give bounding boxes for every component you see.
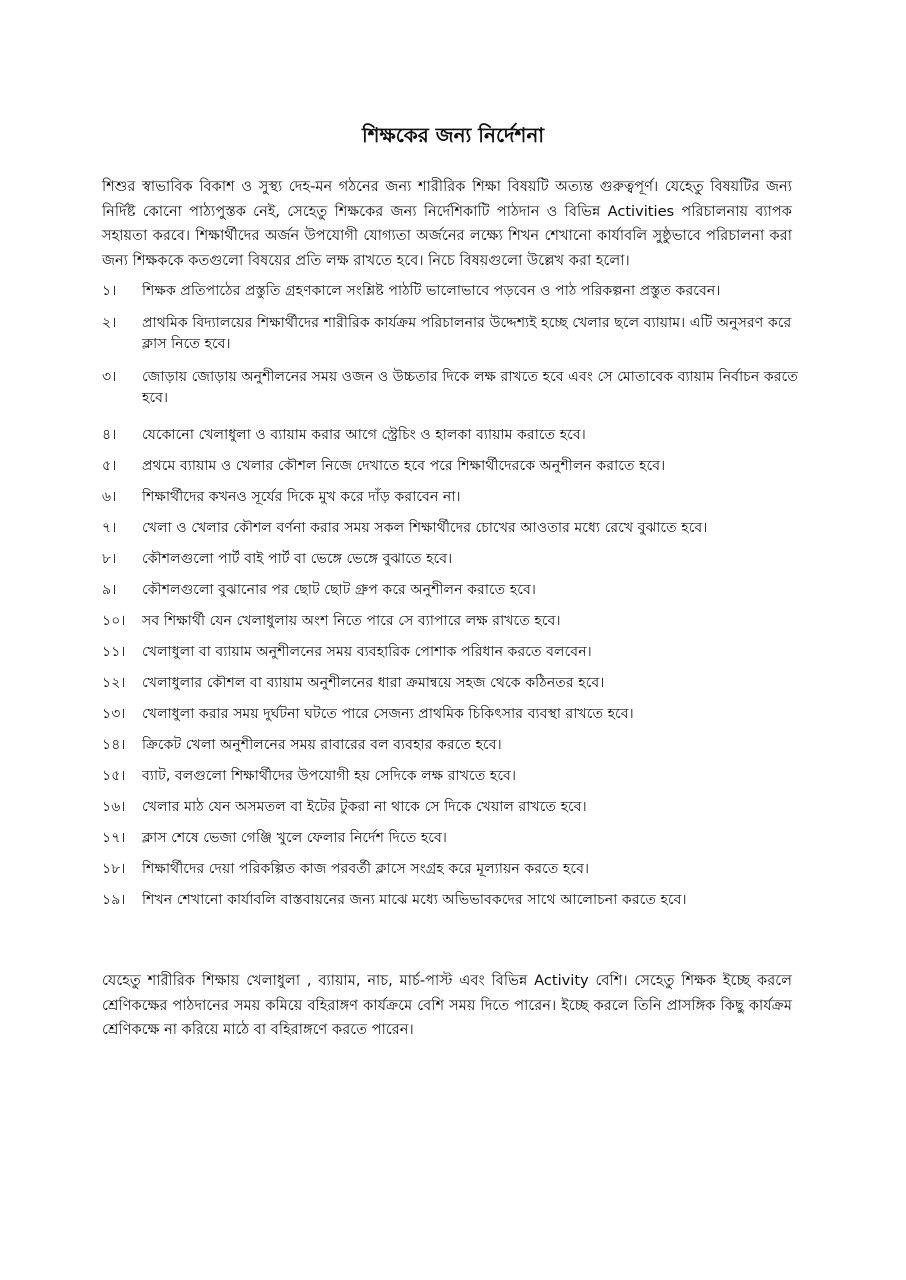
list-item xyxy=(102,518,802,549)
item-text: ক্রিকেট খেলা অনুশীলনের সময় রাবারের বল ব্যবহার করতে হবে। xyxy=(142,737,502,753)
item-text: শিখন শেখানো কার্যাবলি বাস্তবায়নের জন্য মাঝে মধ্যে অভিভাবকদের সাথে আলোচনা করতে হবে। xyxy=(142,892,687,908)
list-item xyxy=(102,828,802,859)
item-number: ৪। xyxy=(102,427,117,443)
item-number: ১৮। xyxy=(102,861,126,877)
list-item xyxy=(102,281,802,313)
item-number: ১৬। xyxy=(102,799,126,815)
item-text: কৌশলগুলো পার্ট বাই পার্ট বা ভেঙ্গে ভেঙ্গে বুঝাতে হবে। xyxy=(142,551,453,567)
item-text: প্রাথমিক বিদ্যালয়ের শিক্ষার্থীদের শারীরিক কার্যক্রম পরিচালনার উদ্দেশ্যই হচ্ছে খেলার ছলে ব্যায়াম। এটি অনুসরণ করে ক্লাস নিতে হবে। xyxy=(142,315,792,352)
list-item xyxy=(102,611,802,642)
item-text: খেলার মাঠ যেন অসমতল বা ইটের টুকরা না থাকে সে দিকে খেয়াল রাখতে হবে। xyxy=(142,799,587,815)
list-item xyxy=(102,673,802,704)
list-item xyxy=(102,367,802,425)
list-item xyxy=(102,766,802,797)
item-number: ১২। xyxy=(102,675,126,691)
item-text: খেলাধুলার কৌশল বা ব্যায়াম অনুশীলনের ধারা ক্রমান্বয়ে সহজ থেকে কঠিনতর হবে। xyxy=(142,675,605,691)
item-number: ১৯। xyxy=(102,892,126,908)
item-number: ১৪। xyxy=(102,737,126,753)
item-number: ৭। xyxy=(102,520,117,536)
item-text: ব্যাট, বলগুলো শিক্ষার্থীদের উপযোগী হয় সেদিকে লক্ষ রাখতে হবে। xyxy=(142,768,517,784)
list-item xyxy=(102,425,802,456)
list-item xyxy=(102,456,802,487)
list-item xyxy=(102,735,802,766)
item-number: ৮। xyxy=(102,551,117,567)
item-number: ১৭। xyxy=(102,830,126,846)
list-item xyxy=(102,797,802,828)
item-text: প্রথমে ব্যায়াম ও খেলার কৌশল নিজে দেখাতে হবে পরে শিক্ষার্থীদেরকে অনুশীলন করাতে হবে। xyxy=(142,458,666,474)
item-text: খেলাধুলা বা ব্যায়াম অনুশীলনের সময় ব্যবহারিক পোশাক পরিধান করতে বলবেন। xyxy=(142,644,592,660)
item-number: ১০। xyxy=(102,613,126,629)
item-text: জোড়ায় জোড়ায় অনুশীলনের সময় ওজন ও উচ্চতার দিকে লক্ষ রাখতে হবে এবং সে মোতাবেক ব্যায়াম নির্বাচন করতে হবে। xyxy=(142,369,798,406)
list-item xyxy=(102,859,802,890)
page-title: শিক্ষকের জন্য নির্দেশনা xyxy=(361,123,545,147)
list-item xyxy=(102,890,802,921)
item-number: ১৫। xyxy=(102,768,126,784)
item-number: ৯। xyxy=(102,582,117,598)
item-text: খেলা ও খেলার কৌশল বর্ণনা করার সময় সকল শিক্ষার্থীদের চোখের আওতার মধ্যে রেখে বুঝাতে হবে। xyxy=(142,520,708,536)
item-number: ১। xyxy=(102,283,117,299)
item-number: ৩। xyxy=(102,369,117,385)
list-item xyxy=(102,580,802,611)
list-item xyxy=(102,313,802,367)
item-text: কৌশলগুলো বুঝানোর পর ছোট ছোট গ্রুপ করে অনুশীলন করাতে হবে। xyxy=(142,582,536,598)
list-item xyxy=(102,549,802,580)
item-text: যেকোনো খেলাধুলা ও ব্যায়াম করার আগে স্ট্রেচিং ও হালকা ব্যায়াম করাতে হবে। xyxy=(142,427,586,443)
closing-paragraph: যেহেতু শারীরিক শিক্ষায় খেলাধুলা , ব্যায়াম, নাচ, মার্চ-পাস্ট এবং বিভিন্ন Activity বেশি। সেহেতু শিক্ষক ইচ্ছে করলে শ্রেণিকক্ষের পাঠদানের সময় কমিয়ে বহিরাঙ্গণ কার্যক্রমে বেশি সময় দিতে পারেন। ইচ্ছে করলে তিনি প্রাসঙ্গিক কিছু কার্যক্রম শ্রেণিকক্ষে না করিয়ে মাঠে বা বহিরাঙ্গণে করতে পারেন। xyxy=(102,972,792,1038)
list-item xyxy=(102,642,802,673)
item-number: ১১। xyxy=(102,644,126,660)
item-number: ২। xyxy=(102,315,117,331)
item-number: ১৩। xyxy=(102,706,126,722)
item-text: শিক্ষার্থীদের কখনও সূর্যের দিকে মুখ করে দাঁড় করাবেন না। xyxy=(142,489,461,505)
list-item xyxy=(102,487,802,518)
intro-paragraph: শিশুর স্বাভাবিক বিকাশ ও সুস্থ্য দেহ-মন গঠনের জন্য শারীরিক শিক্ষা বিষয়টি অত্যন্ত গুরুত্বপূর্ণ। যেহেতু বিষয়টির জন্য নির্দিষ্ট কোনো পাঠ্যপুস্তক নেই, সেহেতু শিক্ষকের জন্য নির্দেশিকাটি পাঠদান ও বিভিন্ন Activities পরিচালনায় ব্যাপক সহায়তা করবে। শিক্ষার্থীদের অর্জন উপযোগী যোগ্যতা অর্জনের লক্ষ্যে শিখন শেখানো কার্যাবলি সুষ্ঠুভাবে পরিচালনা করা জন্য শিক্ষককে কতগুলো বিষয়ের প্রতি লক্ষ রাখতে হবে। নিচে বিষয়গুলো উল্লেখ করা হলো। xyxy=(102,178,792,269)
item-text: শিক্ষার্থীদের দেয়া পরিকল্পিত কাজ পরবর্তী ক্লাসে সংগ্রহ করে মূল্যায়ন করতে হবে। xyxy=(142,861,590,877)
list-item xyxy=(102,704,802,735)
item-number: ৬। xyxy=(102,489,117,505)
item-text: সব শিক্ষার্থী যেন খেলাধুলায় অংশ নিতে পারে সে ব্যাপারে লক্ষ রাখতে হবে। xyxy=(142,613,561,629)
item-text: শিক্ষক প্রতিপাঠের প্রস্তুতি গ্রহণকালে সংশ্লিষ্ট পাঠটি ভালোভাবে পড়বেন ও পাঠ পরিকল্পনা প্রস্তুত করবেন। xyxy=(142,283,721,299)
item-text: ক্লাস শেষে ভেজা গেঞ্জি খুলে ফেলার নির্দেশ দিতে হবে। xyxy=(142,830,447,846)
item-text: খেলাধুলা করার সময় দুর্ঘটনা ঘটতে পারে সেজন্য প্রাথমিক চিকিৎসার ব্যবস্থা রাখতে হবে। xyxy=(142,706,634,722)
instruction-list xyxy=(102,281,802,921)
item-number: ৫। xyxy=(102,458,117,474)
